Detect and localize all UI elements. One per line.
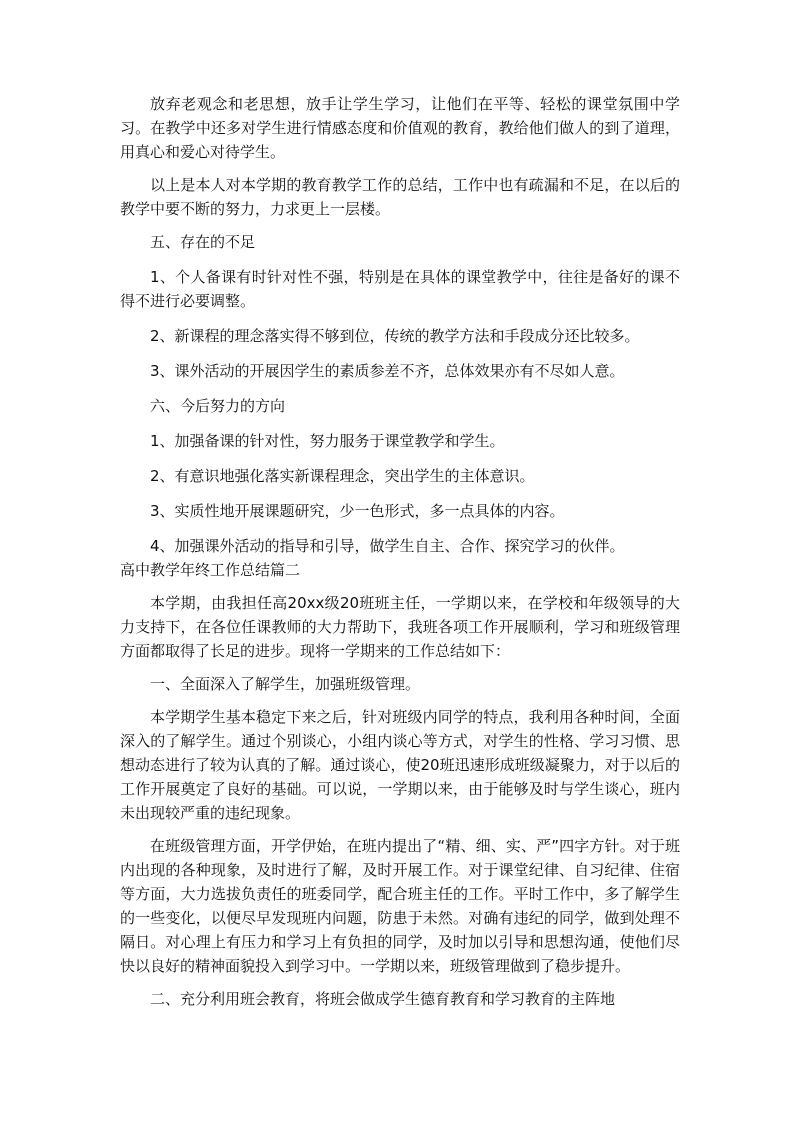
list-item-shortcoming-1: 1、个人备课有时针对性不强，特别是在具体的课堂教学中，往往是备好的课不得不进行必要调整。 (120, 268, 680, 310)
list-item-direction-4: 4、加强课外活动的指导和引导，做学生自主、合作、探究学习的伙伴。 (150, 537, 625, 555)
article-title-part-two: 高中教学年终工作总结篇二 (120, 561, 301, 579)
paragraph-summary-conclusion: 以上是本人对本学期的教育教学工作的总结，工作中也有疏漏和不足，在以后的教学中要不断的努力，力求更上一层楼。 (120, 176, 680, 218)
list-item-direction-1: 1、加强备课的针对性，努力服务于课堂教学和学生。 (150, 432, 505, 450)
paragraph-teaching-attitude: 放弃老观念和老思想，放手让学生学习，让他们在平等、轻松的课堂氛围中学习。在教学中还多对学生进行情感态度和价值观的教育，教给他们做人的到了道理，用真心和爱心对待学生。 (120, 95, 680, 161)
list-item-direction-2: 2、有意识地强化落实新课程理念，突出学生的主体意识。 (150, 467, 535, 485)
paragraph-class-management: 在班级管理方面，开学伊始，在班内提出了“精、细、实、严”四字方针。对于班内出现的各种现象，及时进行了解，及时开展工作。对于课堂纪律、自习纪律、住宿等方面，大力选拔负责任的班委同学，配合班主任的工作。平时工作中，多了解学生的一些变化，以便尽早发现班内问题，防患于未然。对确有违纪的同学，做到处理不隔日。对心理上有压力和学习上有负担的同学，及时加以引导和思想沟通，使他们尽快以良好的精神面貌投入到学习中。一学期以来，班级管理做到了稳步提升。 (120, 837, 680, 975)
list-item-shortcoming-2: 2、新课程的理念落实得不够到位，传统的教学方法和手段成分还比较多。 (150, 327, 640, 345)
paragraph-intro-part-two: 本学期，由我担任高20xx级20班班主任，一学期以来，在学校和年级领导的大力支持下，在各位任课教师的大力帮助下，我班各项工作开展顺利，学习和班级管理方面都取得了长足的进步。现将一学期来的工作总结如下： (120, 594, 680, 660)
document-page (120, 92, 680, 1011)
paragraph-student-understanding: 本学期学生基本稳定下来之后，针对班级内同学的特点，我利用各种时间，全面深入的了解学生。通过个别谈心，小组内谈心等方式，对学生的性格、学习习惯、思想动态进行了较为认真的了解。通过谈心，使20班迅速形成班级凝聚力，对于以后的工作开展奠定了良好的基础。可以说，一学期以来，由于能够及时与学生谈心，班内未出现较严重的违纪现象。 (120, 708, 680, 822)
section-heading-understand-students: 一、全面深入了解学生，加强班级管理。 (150, 675, 421, 693)
section-heading-shortcomings: 五、存在的不足 (150, 233, 256, 251)
section-heading-class-meeting: 二、充分利用班会教育，将班会做成学生德育教育和学习教育的主阵地 (150, 990, 616, 1008)
list-item-direction-3: 3、实质性地开展课题研究，少一色形式，多一点具体的内容。 (150, 502, 565, 520)
section-heading-future-direction: 六、今后努力的方向 (150, 397, 286, 415)
list-item-shortcoming-3: 3、课外活动的开展因学生的素质参差不齐，总体效果亦有不尽如人意。 (150, 362, 625, 380)
